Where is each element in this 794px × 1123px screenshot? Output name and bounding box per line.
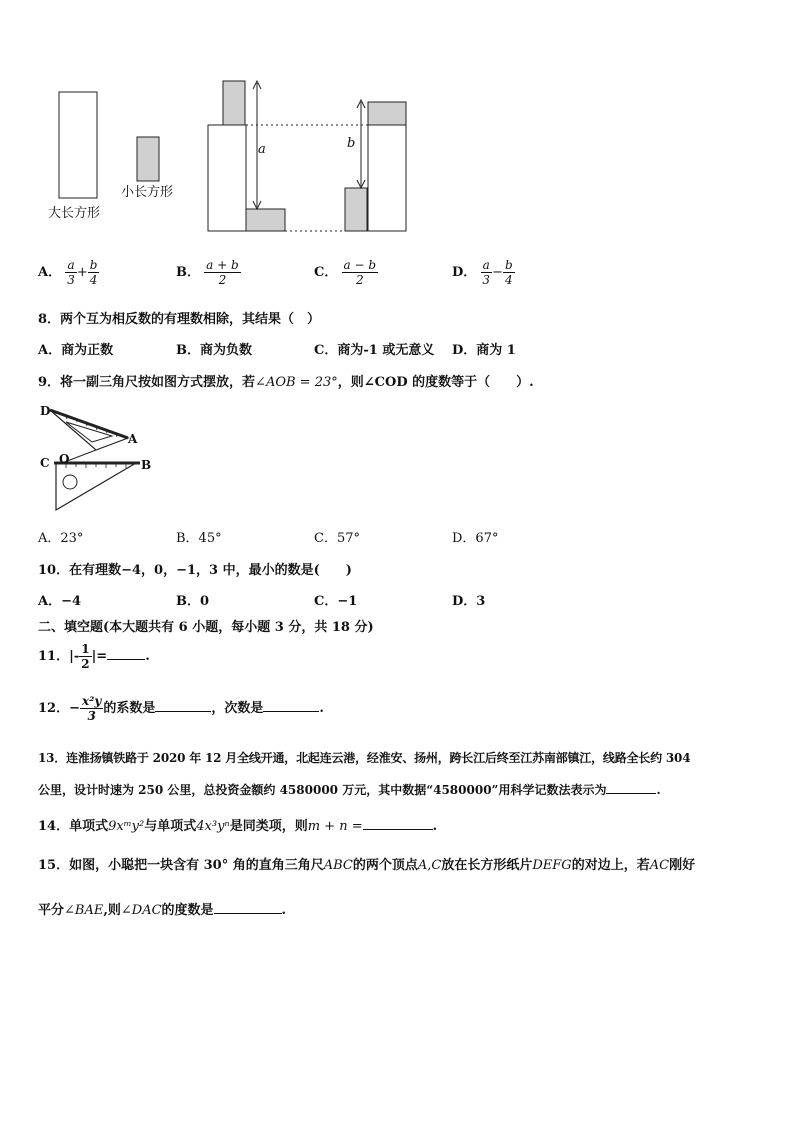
q15-line1: 15．如图，小聪把一块含有 30° 角的直角三角尺ABC的两个顶点A,C放在长方形纸片DEFG的对边上，若AC刚好 — [38, 858, 696, 873]
label-big-rectangle: 大长方形 — [48, 206, 101, 221]
q10-option-a[interactable]: A．−4 — [38, 594, 82, 609]
angle-aob: ∠AOB = 23° — [255, 375, 338, 390]
fraction: $\frac{\text{x²y}}{3}$ — [81, 694, 102, 723]
option-letter: D． — [452, 265, 477, 280]
composite-left-small-top — [223, 81, 245, 125]
fraction: $\frac{1}{2}$ — [81, 642, 90, 671]
small-rectangle — [137, 137, 159, 181]
q9-label-a: A — [128, 432, 138, 446]
q10-option-b[interactable]: B．0 — [176, 594, 210, 609]
q13-line2: 公里，设计时速为 250 公里，总投资金额约 4580000 万元，其中数据“4580000”用科学记数法表示为 . — [38, 783, 661, 797]
answer-blank-coefficient[interactable] — [155, 699, 211, 712]
label-a: a — [258, 142, 266, 157]
q7-option-a[interactable]: A． $\frac{a}{3}$ + $\frac{b}{4}$ — [38, 258, 98, 287]
q9-label-b: B — [141, 458, 152, 472]
q9-label-c: C — [40, 456, 50, 470]
q7-option-c[interactable] — [314, 258, 378, 287]
q9-option-b[interactable]: B．45° — [176, 531, 222, 546]
option-letter: A． — [38, 265, 62, 280]
q10-stem: 10．在有理数−4，0，−1，3 中，最小的数是( ) — [38, 563, 352, 578]
q13-line1: 13．连淮扬镇铁路于 2020 年 12 月全线开通，北起连云港，经淮安、扬州，跨长江后终至江苏南部镇江，线路全长约 304 — [38, 751, 691, 765]
answer-blank-degree[interactable] — [263, 699, 319, 712]
answer-blank[interactable] — [363, 817, 433, 830]
q9-option-a[interactable]: A．23° — [38, 531, 84, 546]
option-letter: B． — [176, 265, 200, 280]
section-heading: 二、填空题(本大题共有 6 小题，每小题 3 分，共 18 分) — [38, 620, 374, 635]
q14: 14．单项式9xᵐy²与单项式4x³yⁿ是同类项，则m + n = . — [38, 819, 438, 834]
q8-stem: 8．两个互为相反数的有理数相除，其结果（ ） — [38, 312, 321, 327]
big-rectangle — [59, 92, 97, 198]
q12: 12．− $\frac{\text{x²y}}{3}$ 的系数是 ，次数是 . — [38, 694, 324, 723]
composite-left-small-bottom — [246, 209, 285, 231]
composite-right-small-bottom — [345, 188, 367, 231]
fraction: $\frac{a + b}{2}$ — [206, 258, 239, 287]
q11: 11．|- $\frac{1}{2}$ |= . — [38, 642, 150, 671]
q10-option-d[interactable]: D．3 — [452, 594, 486, 609]
composite-right-small-top — [368, 102, 406, 125]
label-b: b — [347, 136, 356, 151]
q15-line2: 平分∠BAE,则∠DAC的度数是 . — [38, 903, 287, 918]
expr-9xmy2: 9xᵐy² — [108, 819, 145, 834]
q10-option-c[interactable]: C．−1 — [314, 594, 358, 609]
q8-option-a[interactable]: A．商为正数 — [38, 343, 114, 358]
composite-left-big — [208, 125, 246, 231]
fraction: $\frac{a - b}{2}$ — [343, 258, 377, 287]
answer-blank[interactable] — [606, 781, 656, 794]
q9-label-o: O — [59, 452, 70, 466]
q8-option-b[interactable]: B．商为负数 — [176, 343, 252, 358]
expr-m-plus-n: m + n = — [307, 819, 363, 834]
figure-q9-set-squares — [36, 400, 156, 515]
q8-option-c[interactable]: C．商为-1 或无意义 — [314, 343, 435, 358]
q9-option-d[interactable]: D．67° — [452, 531, 499, 546]
answer-blank[interactable] — [214, 901, 282, 914]
answer-blank[interactable] — [107, 647, 145, 660]
q9-stem: 9．将一副三角尺按如图方式摆放，若∠AOB = 23°，则∠COD 的度数等于（ ）. — [38, 375, 534, 390]
q9-label-d: D — [40, 404, 51, 418]
option-letter: C． — [314, 265, 338, 280]
fraction: $\frac{b}{4}$ — [89, 258, 98, 287]
fraction: $\frac{b}{4}$ — [504, 258, 513, 287]
q7-option-d[interactable]: D． $\frac{a}{3}$ − $\frac{b}{4}$ — [452, 258, 513, 287]
q7-option-b[interactable] — [176, 258, 241, 287]
q9-option-c[interactable]: C．57° — [314, 531, 360, 546]
expr-4x3yn: 4x³yⁿ — [196, 819, 230, 834]
fraction: $\frac{a}{3}$ — [482, 258, 491, 287]
q8-option-d[interactable]: D．商为 1 — [452, 343, 516, 358]
composite-right-big — [368, 125, 406, 231]
label-small-rectangle: 小长方形 — [121, 185, 174, 200]
fraction: $\frac{a}{3}$ — [67, 258, 75, 287]
